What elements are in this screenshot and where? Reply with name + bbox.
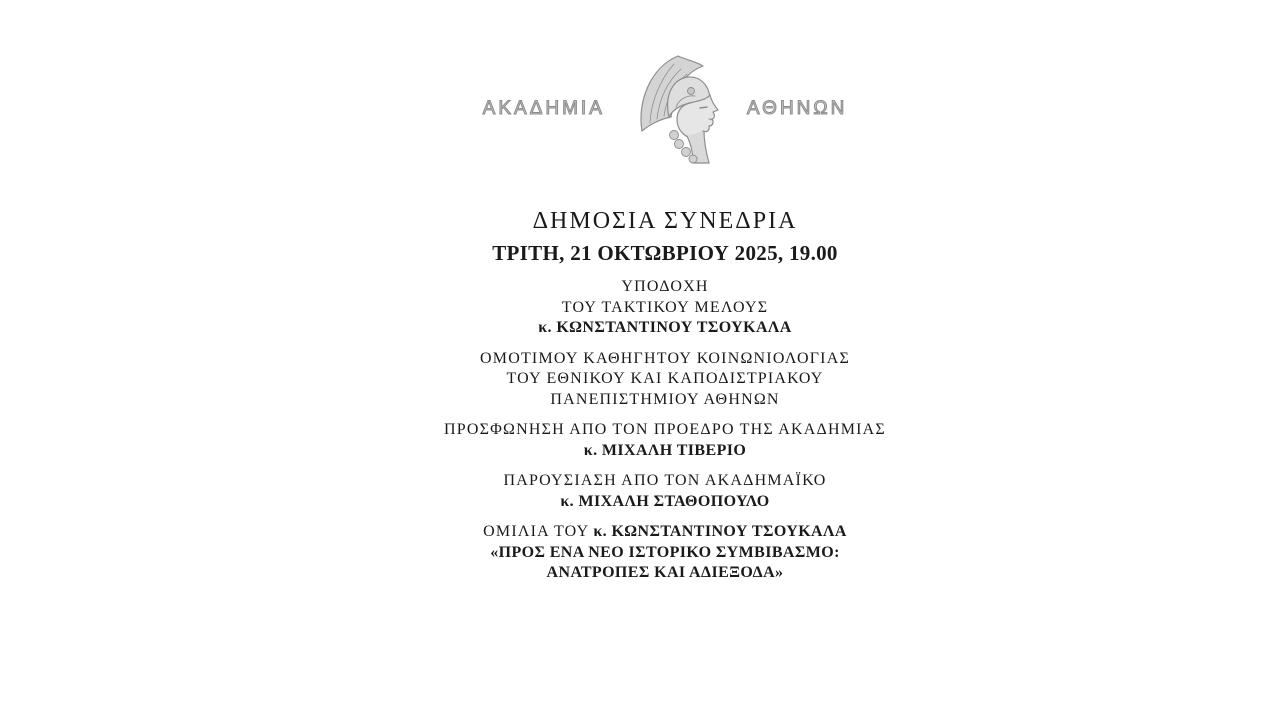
announcement-document [335, 0, 995, 584]
program-line: ΠΑΝΕΠΙΣΤΗΜΙΟΥ ΑΘΗΝΩΝ [550, 390, 780, 408]
program-presentation [335, 471, 995, 512]
lecture-title-line: «ΠΡΟΣ ΕΝΑ ΝΕΟ ΙΣΤΟΡΙΚΟ ΣΥΜΒΙΒΑΣΜΟ: [490, 543, 840, 561]
logo-text-right: ΑΘΗΝΩΝ [746, 98, 848, 119]
session-datetime: ΤΡΙΤΗ, 21 ΟΚΤΩΒΡΙΟΥ 2025, 19.00 [492, 241, 838, 265]
program-address [335, 420, 995, 461]
speaker-name: κ. ΚΩΝΣΤΑΝΤΙΝΟΥ ΤΣΟΥΚΑΛΑ [593, 523, 847, 540]
program-line: ΠΡΟΣΦΩΝΗΣΗ ΑΠΟ ΤΟΝ ΠΡΟΕΔΡΟ ΤΗΣ ΑΚΑΔΗΜΙΑΣ [444, 421, 886, 438]
program-line: ΤΟΥ ΤΑΚΤΙΚΟΥ ΜΕΛΟΥΣ [561, 298, 769, 316]
program-member-titles [335, 349, 995, 411]
program-line: ΠΑΡΟΥΣΙΑΣΗ ΑΠΟ ΤΟΝ ΑΚΑΔΗΜΑΪΚΟ [503, 472, 827, 489]
program-line: ΟΜΟΤΙΜΟΥ ΚΑΘΗΓΗΤΟΥ ΚΟΙΝΩΝΙΟΛΟΓΙΑΣ [480, 349, 850, 367]
member-name: κ. ΚΩΝΣΤΑΝΤΙΝΟΥ ΤΣΟΥΚΑΛΑ [538, 319, 792, 336]
program-line [335, 522, 995, 543]
academy-logo [335, 50, 995, 168]
program-line: ΥΠΟΔΟΧΗ [621, 278, 709, 295]
logo-text-left: ΑΚΑΔΗΜΙΑ [482, 98, 605, 119]
lecture-title-line: ΑΝΑΤΡΟΠΕΣ ΚΑΙ ΑΔΙΕΞΟΔΑ» [546, 564, 784, 581]
academician-name: κ. ΜΙΧΑΛΗ ΣΤΑΘΟΠΟΥΛΟ [560, 492, 770, 510]
president-name: κ. ΜΙΧΑΛΗ ΤΙΒΕΡΙΟ [583, 441, 747, 459]
program-reception [335, 277, 995, 339]
program-lecture [335, 522, 995, 584]
page-title: ΔΗΜΟΣΙΑ ΣΥΝΕΔΡΙΑ [532, 208, 798, 234]
lecture-intro: ΟΜΙΛΙΑ ΤΟΥ [483, 523, 590, 540]
athena-head-emblem-icon [629, 51, 723, 167]
program-line: ΤΟΥ ΕΘΝΙΚΟΥ ΚΑΙ ΚΑΠΟΔΙΣΤΡΙΑΚΟΥ [506, 370, 824, 387]
